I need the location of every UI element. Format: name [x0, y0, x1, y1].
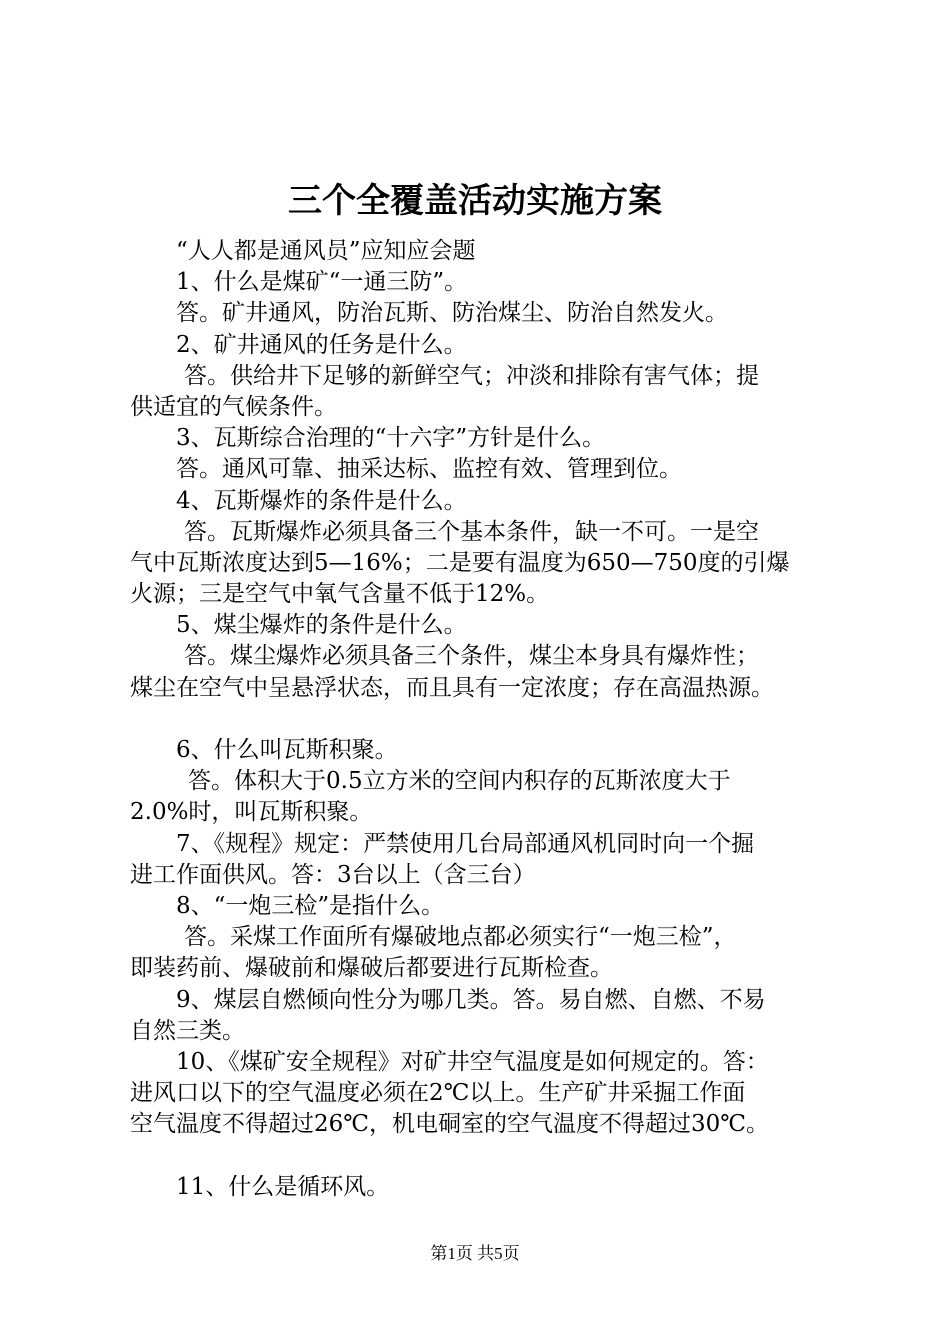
answer-2-line-1: 答。供给井下足够的新鲜空气；冲淡和排除有害气体；提 [184, 362, 759, 389]
question-1: 1、什么是煤矿“一通三防”。 [176, 269, 468, 296]
question-10-line-1: 10、《煤矿安全规程》对矿井空气温度是如何规定的。答： [176, 1048, 769, 1075]
blank-line [130, 1140, 852, 1171]
question-7-line-2: 进工作面供风。答：3台以上（含三台） [130, 861, 536, 888]
answer-6-line-1: 答。体积大于0.5立方米的空间内积存的瓦斯浓度大于 [188, 768, 731, 795]
answer-3: 答。通风可靠、抽采达标、监控有效、管理到位。 [176, 456, 682, 483]
question-9-line-2: 自然三类。 [130, 1017, 245, 1044]
answer-8-line-2: 即装药前、爆破前和爆破后都要进行瓦斯检查。 [130, 955, 613, 982]
answer-6-line-2: 2.0%时，叫瓦斯积聚。 [130, 799, 373, 826]
question-6: 6、什么叫瓦斯积聚。 [176, 737, 398, 763]
question-11: 11、什么是循环风。 [176, 1173, 390, 1200]
question-5: 5、煤尘爆炸的条件是什么。 [176, 612, 467, 639]
page-footer: 第1页 共5页 [430, 1244, 520, 1263]
document-title: 三个全覆盖活动实施方案 [288, 183, 662, 220]
answer-8-line-1: 答。采煤工作面所有爆破地点都必须实行“一炮三检”， [184, 924, 737, 951]
answer-4-line-2: 气中瓦斯浓度达到5—16%；二是要有温度为650—750度的引爆 [130, 549, 790, 576]
section-heading: “人人都是通风员”应知应会题 [176, 238, 476, 264]
question-10-line-2: 进风口以下的空气温度必须在2℃以上。生产矿井采掘工作面 [130, 1080, 746, 1107]
question-9-line-1: 9、煤层自燃倾向性分为哪几类。答。易自燃、自燃、不易 [176, 986, 766, 1013]
answer-1: 答。矿井通风，防治瓦斯、防治煤尘、防治自然发火。 [176, 300, 728, 327]
question-4: 4、瓦斯爆炸的条件是什么。 [176, 487, 467, 514]
blank-line [130, 704, 852, 735]
question-3: 3、瓦斯综合治理的“十六字”方针是什么。 [176, 425, 606, 452]
answer-5-line-2: 煤尘在空气中呈悬浮状态，而且具有一定浓度；存在高温热源。 [130, 674, 774, 701]
question-2: 2、矿井通风的任务是什么。 [176, 331, 467, 358]
answer-4-line-3: 火源；三是空气中氧气含量不低于12%。 [130, 581, 550, 608]
document-body [130, 236, 852, 1203]
answer-4-line-1: 答。瓦斯爆炸必须具备三个基本条件，缺一不可。一是空 [184, 518, 759, 545]
question-7-line-1: 7、《规程》规定：严禁使用几台局部通风机同时向一个掘 [176, 830, 755, 857]
answer-2-line-2: 供适宜的气候条件。 [130, 393, 337, 420]
question-10-line-3: 空气温度不得超过26℃，机电硐室的空气温度不得超过30℃。 [130, 1111, 769, 1138]
question-8: 8、“一炮三检”是指什么。 [176, 892, 445, 919]
answer-5-line-1: 答。煤尘爆炸必须具备三个条件，煤尘本身具有爆炸性； [184, 643, 759, 670]
